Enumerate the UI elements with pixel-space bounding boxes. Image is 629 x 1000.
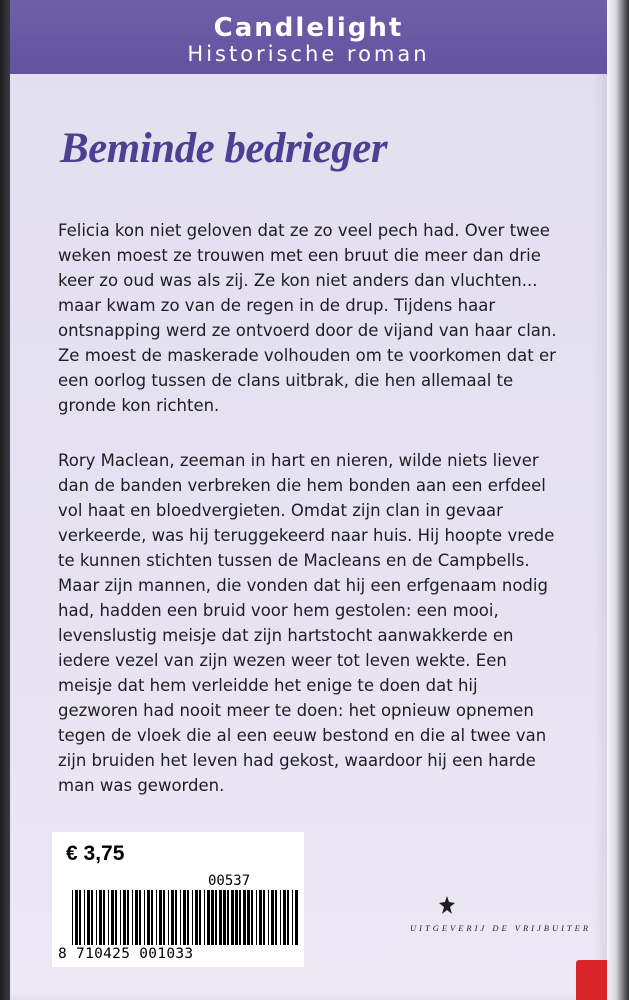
spine-shadow bbox=[0, 0, 10, 1000]
price-label: € 3,75 bbox=[66, 842, 125, 865]
blurb bbox=[58, 218, 558, 828]
barcode-supplement-icon bbox=[208, 890, 300, 945]
publisher-logo-icon bbox=[435, 894, 459, 918]
book-title: Beminde bedrieger bbox=[60, 125, 388, 172]
series-header bbox=[10, 0, 607, 74]
series-genre: Historische roman bbox=[187, 42, 430, 66]
barcode-number: 8 710425 001033 bbox=[58, 946, 194, 962]
barcode-supplement: 00537 bbox=[208, 873, 251, 889]
book-back-cover bbox=[10, 0, 607, 1000]
series-brand: Candlelight bbox=[213, 13, 404, 43]
blurb-paragraph: Felicia kon niet geloven dat ze zo veel pech had. Over twee weken moest ze trouwen met een bruut die meer dan drie keer zo oud was als zij. Ze kon niet anders dan vluchten... maar kwam zo van de regen in de drup. Tijdens haar ontsnapping werd ze ontvoerd door de vijand van haar clan. Ze moest de maskerade volhouden om te voorkomen dat er een oorlog tussen de clans uitbrak, die hen allemaal te gronde kon richten. bbox=[58, 221, 557, 415]
blurb-paragraph: Rory Maclean, zeeman in hart en nieren, wilde niets liever dan de banden verbreken die hem bonden aan een erfdeel vol haat en bloedvergieten. Omdat zijn clan in gevaar verkeerde, was hij teruggekeerd naar huis. Hij hoopte vrede te kunnen stichten tussen de Macleans en de Campbells. Maar zijn mannen, die vonden dat hij een erfgenaam nodig had, hadden een bruid voor hem gestolen: een mooi, levenslustig meisje dat zijn hartstocht aanwakkerde en iedere vezel van zijn wezen weer tot leven wekte. Een meisje dat hem verleidde het enige te doen dat hij gezworen had nooit meer te doen: het opnieuw opnemen tegen de vloek die al een eeuw bestond en die al twee van zijn bruiden het leven had gekost, waardoor hij een harde man was geworden. bbox=[58, 451, 555, 795]
publisher-name: UITGEVERIJ DE VRIJBUITER bbox=[410, 923, 592, 933]
page-edge bbox=[607, 0, 629, 1000]
price-barcode-box bbox=[52, 832, 304, 967]
